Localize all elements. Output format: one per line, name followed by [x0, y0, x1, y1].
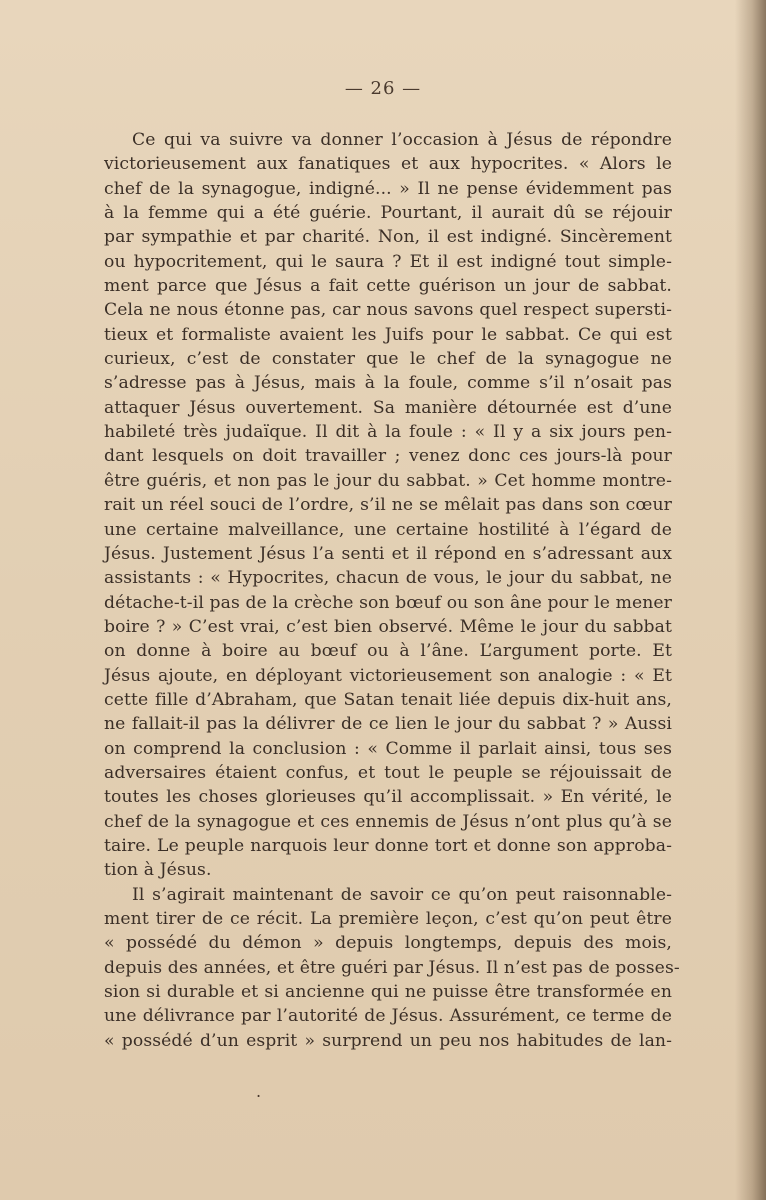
text-line: depuis des années, et être guéri par Jésus. Il n’est pas de posses- — [104, 957, 680, 978]
text-line: « possédé du démon » depuis longtemps, depuis des mois, — [104, 933, 672, 954]
text-line: cette fille d’Abraham, que Satan tenait liée depuis dix-huit ans, — [104, 689, 672, 710]
text-line: toutes les choses glorieuses qu’il accomplissait. » En vérité, le — [104, 787, 672, 808]
text-line: adversaires étaient confus, et tout le peuple se réjouissait de — [104, 762, 672, 783]
text-line: ne fallait-il pas la délivrer de ce lien le jour du sabbat ? » Aussi — [104, 714, 672, 735]
text-line: dant lesquels on doit travailler ; venez donc ces jours-là pour — [104, 446, 672, 467]
text-line: attaquer Jésus ouvertement. Sa manière détournée est d’une — [104, 397, 672, 418]
text-line: sion si durable et si ancienne qui ne puisse être transformée en — [104, 982, 672, 1003]
text-line: Jésus. Justement Jésus l’a senti et il répond en s’adressant aux — [104, 543, 672, 564]
text-line: taire. Le peuple narquois leur donne tort et donne son approba- — [104, 835, 672, 856]
text-line: chef de la synagogue et ces ennemis de Jésus n’ont plus qu’à se — [104, 811, 672, 832]
text-line: curieux, c’est de constater que le chef de la synagogue ne — [104, 349, 672, 370]
text-line: Cela ne nous étonne pas, car nous savons quel respect supersti- — [104, 300, 672, 321]
text-line: s’adresse pas à Jésus, mais à la foule, comme s’il n’osait pas — [104, 373, 672, 394]
text-line: ou hypocritement, qui le saura ? Et il est indigné tout simple- — [104, 251, 672, 272]
text-line: tion à Jésus. — [104, 860, 212, 881]
footer-mark: . — [256, 1082, 262, 1101]
text-line: boire ? » C’est vrai, c’est bien observé. Même le jour du sabbat — [104, 616, 672, 637]
text-line: on comprend la conclusion : « Comme il parlait ainsi, tous ses — [104, 738, 672, 759]
text-line: « possédé d’un esprit » surprend un peu nos habitudes de lan- — [104, 1030, 672, 1051]
text-line: Ce qui va suivre va donner l’occasion à Jésus de répondre — [132, 130, 672, 150]
text-line: être guéris, et non pas le jour du sabbat. » Cet homme montre- — [104, 470, 672, 491]
text-line: ment tirer de ce récit. La première leçon, c’est qu’on peut être — [104, 909, 672, 929]
text-line: ment parce que Jésus a fait cette guérison un jour de sabbat. — [104, 276, 672, 297]
text-line: une délivrance par l’autorité de Jésus. Assurément, ce terme de — [104, 1006, 672, 1027]
text-line: par sympathie et par charité. Non, il est indigné. Sincèrement — [104, 227, 672, 248]
body-text — [104, 128, 680, 1053]
text-line: victorieusement aux fanatiques et aux hypocrites. « Alors le — [104, 154, 672, 175]
text-line: Il s’agirait maintenant de savoir ce qu’on peut raisonnable- — [132, 884, 672, 905]
page-number: — 26 — — [344, 78, 422, 99]
text-line: Jésus ajoute, en déployant victorieusement son analogie : « Et — [104, 665, 672, 686]
text-line: tieux et formaliste avaient les Juifs pour le sabbat. Ce qui est — [104, 324, 672, 345]
text-line: une certaine malveillance, une certaine hostilité à l’égard de — [104, 519, 672, 540]
text-line: assistants : « Hypocrites, chacun de vous, le jour du sabbat, ne — [104, 568, 672, 589]
text-line: on donne à boire au bœuf ou à l’âne. L’argument porte. Et — [104, 641, 672, 662]
text-line: rait un réel souci de l’ordre, s’il ne se mêlait pas dans son cœur — [104, 495, 672, 516]
text-line: habileté très judaïque. Il dit à la foule : « Il y a six jours pen- — [104, 422, 672, 443]
text-line: à la femme qui a été guérie. Pourtant, il aurait dû se réjouir — [104, 203, 672, 224]
text-line: chef de la synagogue, indigné... » Il ne pense évidemment pas — [104, 178, 672, 199]
text-line: détache-t-il pas de la crèche son bœuf ou son âne pour le mener — [104, 592, 672, 613]
